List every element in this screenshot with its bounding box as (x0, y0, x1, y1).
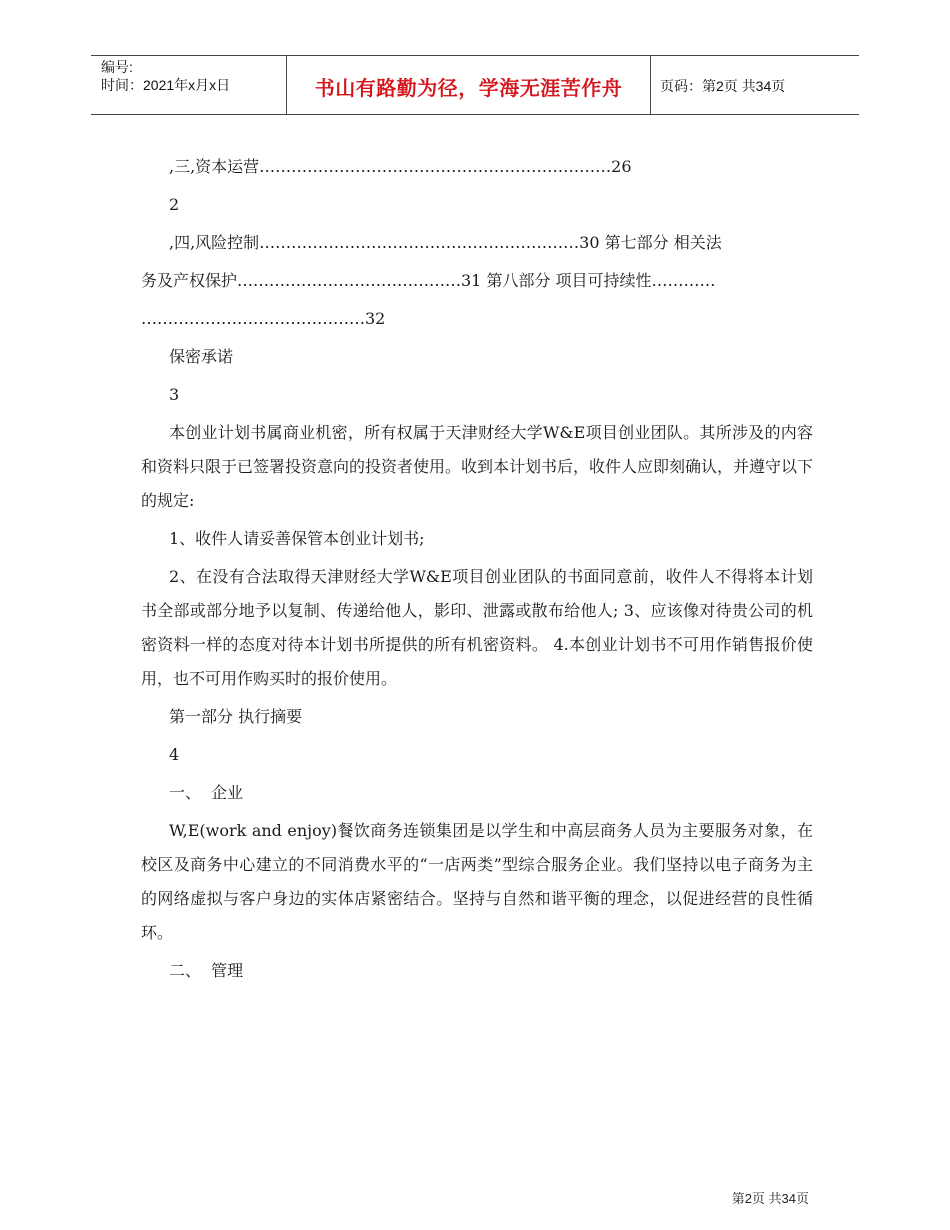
page-number-marker: 2 (169, 195, 180, 214)
header-divider-right (650, 56, 651, 114)
header-top-rule (91, 55, 859, 56)
toc-line: ,三,资本运营…………………………………………………………26 (169, 157, 632, 176)
part-heading: 第一部分 执行摘要 (169, 707, 303, 726)
section-heading: 二、 管理 (169, 961, 244, 980)
section-heading: 一、 企业 (169, 783, 244, 802)
header-motto: 书山有路勤为径，学海无涯苦作舟 (314, 76, 623, 100)
header-meta (101, 58, 230, 94)
page-number-marker: 4 (169, 745, 180, 764)
toc-line: ……………………………………32 (141, 309, 386, 328)
footer-page-indicator: 第2页 共34页 (731, 1191, 809, 1206)
confidentiality-rule: 2、在没有合法取得天津财经大学W&E项目创业团队的书面同意前，收件人不得将本计划书全部或部分地予以复制、传递给他人，影印、泄露或散布给他人; 3、应该像对待贵公司的机密资料一样的态度对待本计划书所提供的所有机密资料。 4.本创业计划书不可用作销售报价使用，也不可用作购买时的报价使用。 (141, 567, 813, 688)
document-body (141, 150, 813, 988)
toc-line: ,四,风险控制……………………………………………………30 第七部分 相关法 (169, 233, 722, 252)
document-number-label: 编号: (101, 59, 133, 75)
header-bottom-rule (91, 114, 859, 115)
section-heading-confidentiality: 保密承诺 (169, 347, 234, 366)
page-number-marker: 3 (169, 385, 180, 404)
confidentiality-intro: 本创业计划书属商业机密，所有权属于天津财经大学W&E项目创业团队。其所涉及的内容和资料只限于已签署投资意向的投资者使用。收到本计划书后，收件人应即刻确认，并遵守以下的规定: (141, 423, 814, 510)
header-page-indicator: 页码：第2页 共34页 (660, 78, 786, 94)
confidentiality-rule: 1、收件人请妥善保管本创业计划书; (169, 529, 425, 548)
section-body: W,E(work and enjoy)餐饮商务连锁集团是以学生和中高层商务人员为主要服务对象，在校区及商务中心建立的不同消费水平的“一店两类”型综合服务企业。我们坚持以电子商务为主的网络虚拟与客户身边的实体店紧密结合。坚持与自然和谐平衡的理念，以促进经营的良性循环。 (141, 821, 813, 942)
document-date: 时间：2021年x月x日 (101, 77, 231, 93)
toc-line: 务及产权保护……………………………………31 第八部分 项目可持续性………… (141, 271, 716, 290)
